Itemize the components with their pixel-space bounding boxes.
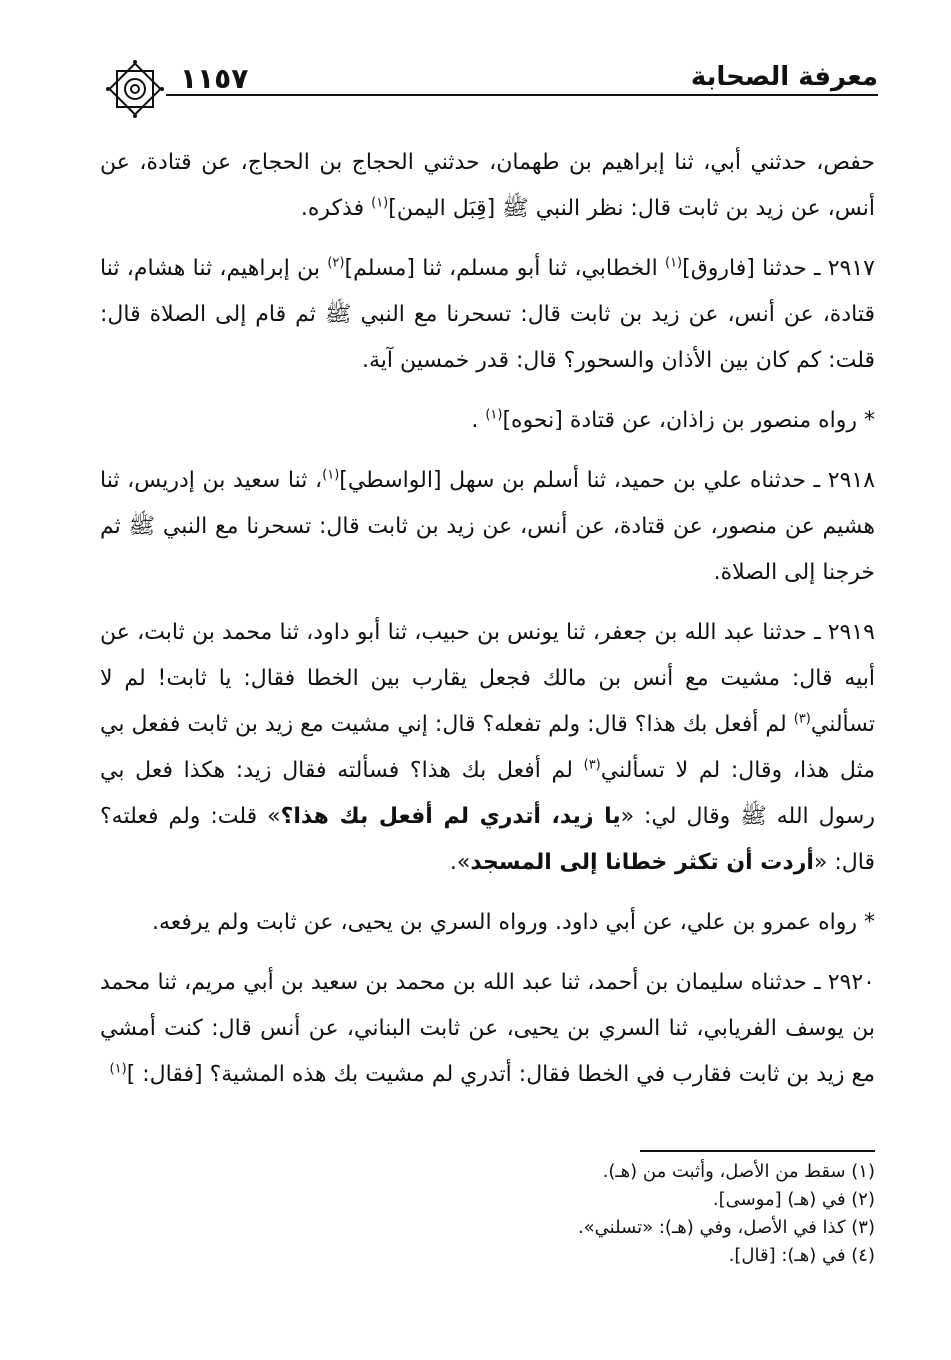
page-number: ١١٥٧ <box>180 62 249 95</box>
footnote-marker: (١) <box>664 255 683 271</box>
ornament-icon <box>104 58 166 120</box>
hadith-2920: ٢٩٢٠ ـ حدثناه سليمان بن أحمد، ثنا عبد الله بن محمد بن سعيد بن أبي مريم، ثنا محمد بن يوسف الفريابي، ثنا السري بن يحيى، عن ثابت البناني، عن أنس قال: كنت أمشي مع زيد بن ثابت فقارب في الخطا فقال: أتدري لم مشيت بك هذه المشية؟ [فقال: ]$^{(١)}$ <box>100 970 875 1087</box>
footnote-2: (٢) في (هـ) [موسى]. <box>712 1189 875 1210</box>
main-text <box>100 140 875 1112</box>
paragraph-intro: حفص، حدثني أبي، ثنا إبراهيم بن طهمان، حدثني الحجاج بن الحجاج، عن قتادة، عن أنس، عن زيد بن ثابت قال: نظر النبي ﷺ [قِبَل اليمن]$^{(١)}$ فذكره. <box>100 150 875 221</box>
commentary-amr: * رواه عمرو بن علي، عن أبي داود. ورواه السري بن يحيى، عن ثابت ولم يرفعه. <box>151 910 875 935</box>
footnote-marker: (٣) <box>793 711 811 727</box>
footnote-marker: (٢) <box>327 255 345 271</box>
footnote-marker: (١) <box>485 407 503 423</box>
footnote-4: (٤) في (هـ): [قال]. <box>728 1245 875 1266</box>
footnote-1: (١) سقط من الأصل، وأثبت من (هـ). <box>602 1161 875 1182</box>
footnote-marker: (٣) <box>583 757 601 773</box>
footnote-3: (٣) كذا في الأصل، وفي (هـ): «تسلني». <box>577 1217 875 1238</box>
commentary-mansour: * رواه منصور بن زاذان، عن قتادة [نحوه]$^{(١)}$ . <box>471 407 875 433</box>
footnote-marker: (١) <box>371 195 389 211</box>
footnote-marker: (١) <box>109 1061 127 1077</box>
prophet-quote: يا زيد، أتدري لم أفعل بك هذا؟ <box>280 804 621 829</box>
footnote-rule <box>640 1150 875 1152</box>
hadith-2919: ٢٩١٩ ـ حدثنا عبد الله بن جعفر، ثنا يونس بن حبيب، ثنا أبو داود، ثنا محمد بن ثابت، عن أبيه قال: مشيت مع أنس بن مالك فجعل يقارب بين الخطا فقال: يا ثابت! لم لا تسألني$^{(٣)}$ لم أفعل بك هذا؟ قال: ولم تفعله؟ قال: إني مشيت مع زيد بن ثابت ففعل بي مثل هذا، وقال: لم لا تسألني$^{(٣)}$ لم أفعل بك هذا؟ فسألته فقال زيد: هكذا فعل بي رسول الله ﷺ وقال لي: «يا زيد، أتدري لم أفعل بك هذا؟» قلت: ولم فعلته؟ قال: «أردت أن تكثر خطانا إلى المسجد». <box>100 620 875 875</box>
hadith-2918: ٢٩١٨ ـ حدثناه علي بن حميد، ثنا أسلم بن سهل [الواسطي]$^{(١)}$، ثنا سعيد بن إدريس، ثنا هشيم عن منصور، عن قتادة، عن أنس، عن زيد بن ثابت قال: تسحرنا مع النبي ﷺ ثم خرجنا إلى الصلاة. <box>100 467 876 585</box>
footnotes <box>400 1158 875 1270</box>
header-rule <box>166 94 878 96</box>
prophet-quote: أردت أن تكثر خطانا إلى المسجد <box>470 850 814 875</box>
footnote-marker: (١) <box>322 467 340 483</box>
hadith-2917: ٢٩١٧ ـ حدثنا [فاروق]$^{(١)}$ الخطابي، ثنا أبو مسلم، ثنا [مسلم]$^{(٢)}$ بن إبراهيم، ثنا هشام، ثنا قتادة، عن أنس، عن زيد بن ثابت قال: تسحرنا مع النبي ﷺ ثم قام إلى الصلاة قال: قلت: كم كان بين الأذان والسحور؟ قال: قدر خمسين آية. <box>100 255 875 373</box>
running-title: معرفة الصحابة <box>690 62 878 92</box>
